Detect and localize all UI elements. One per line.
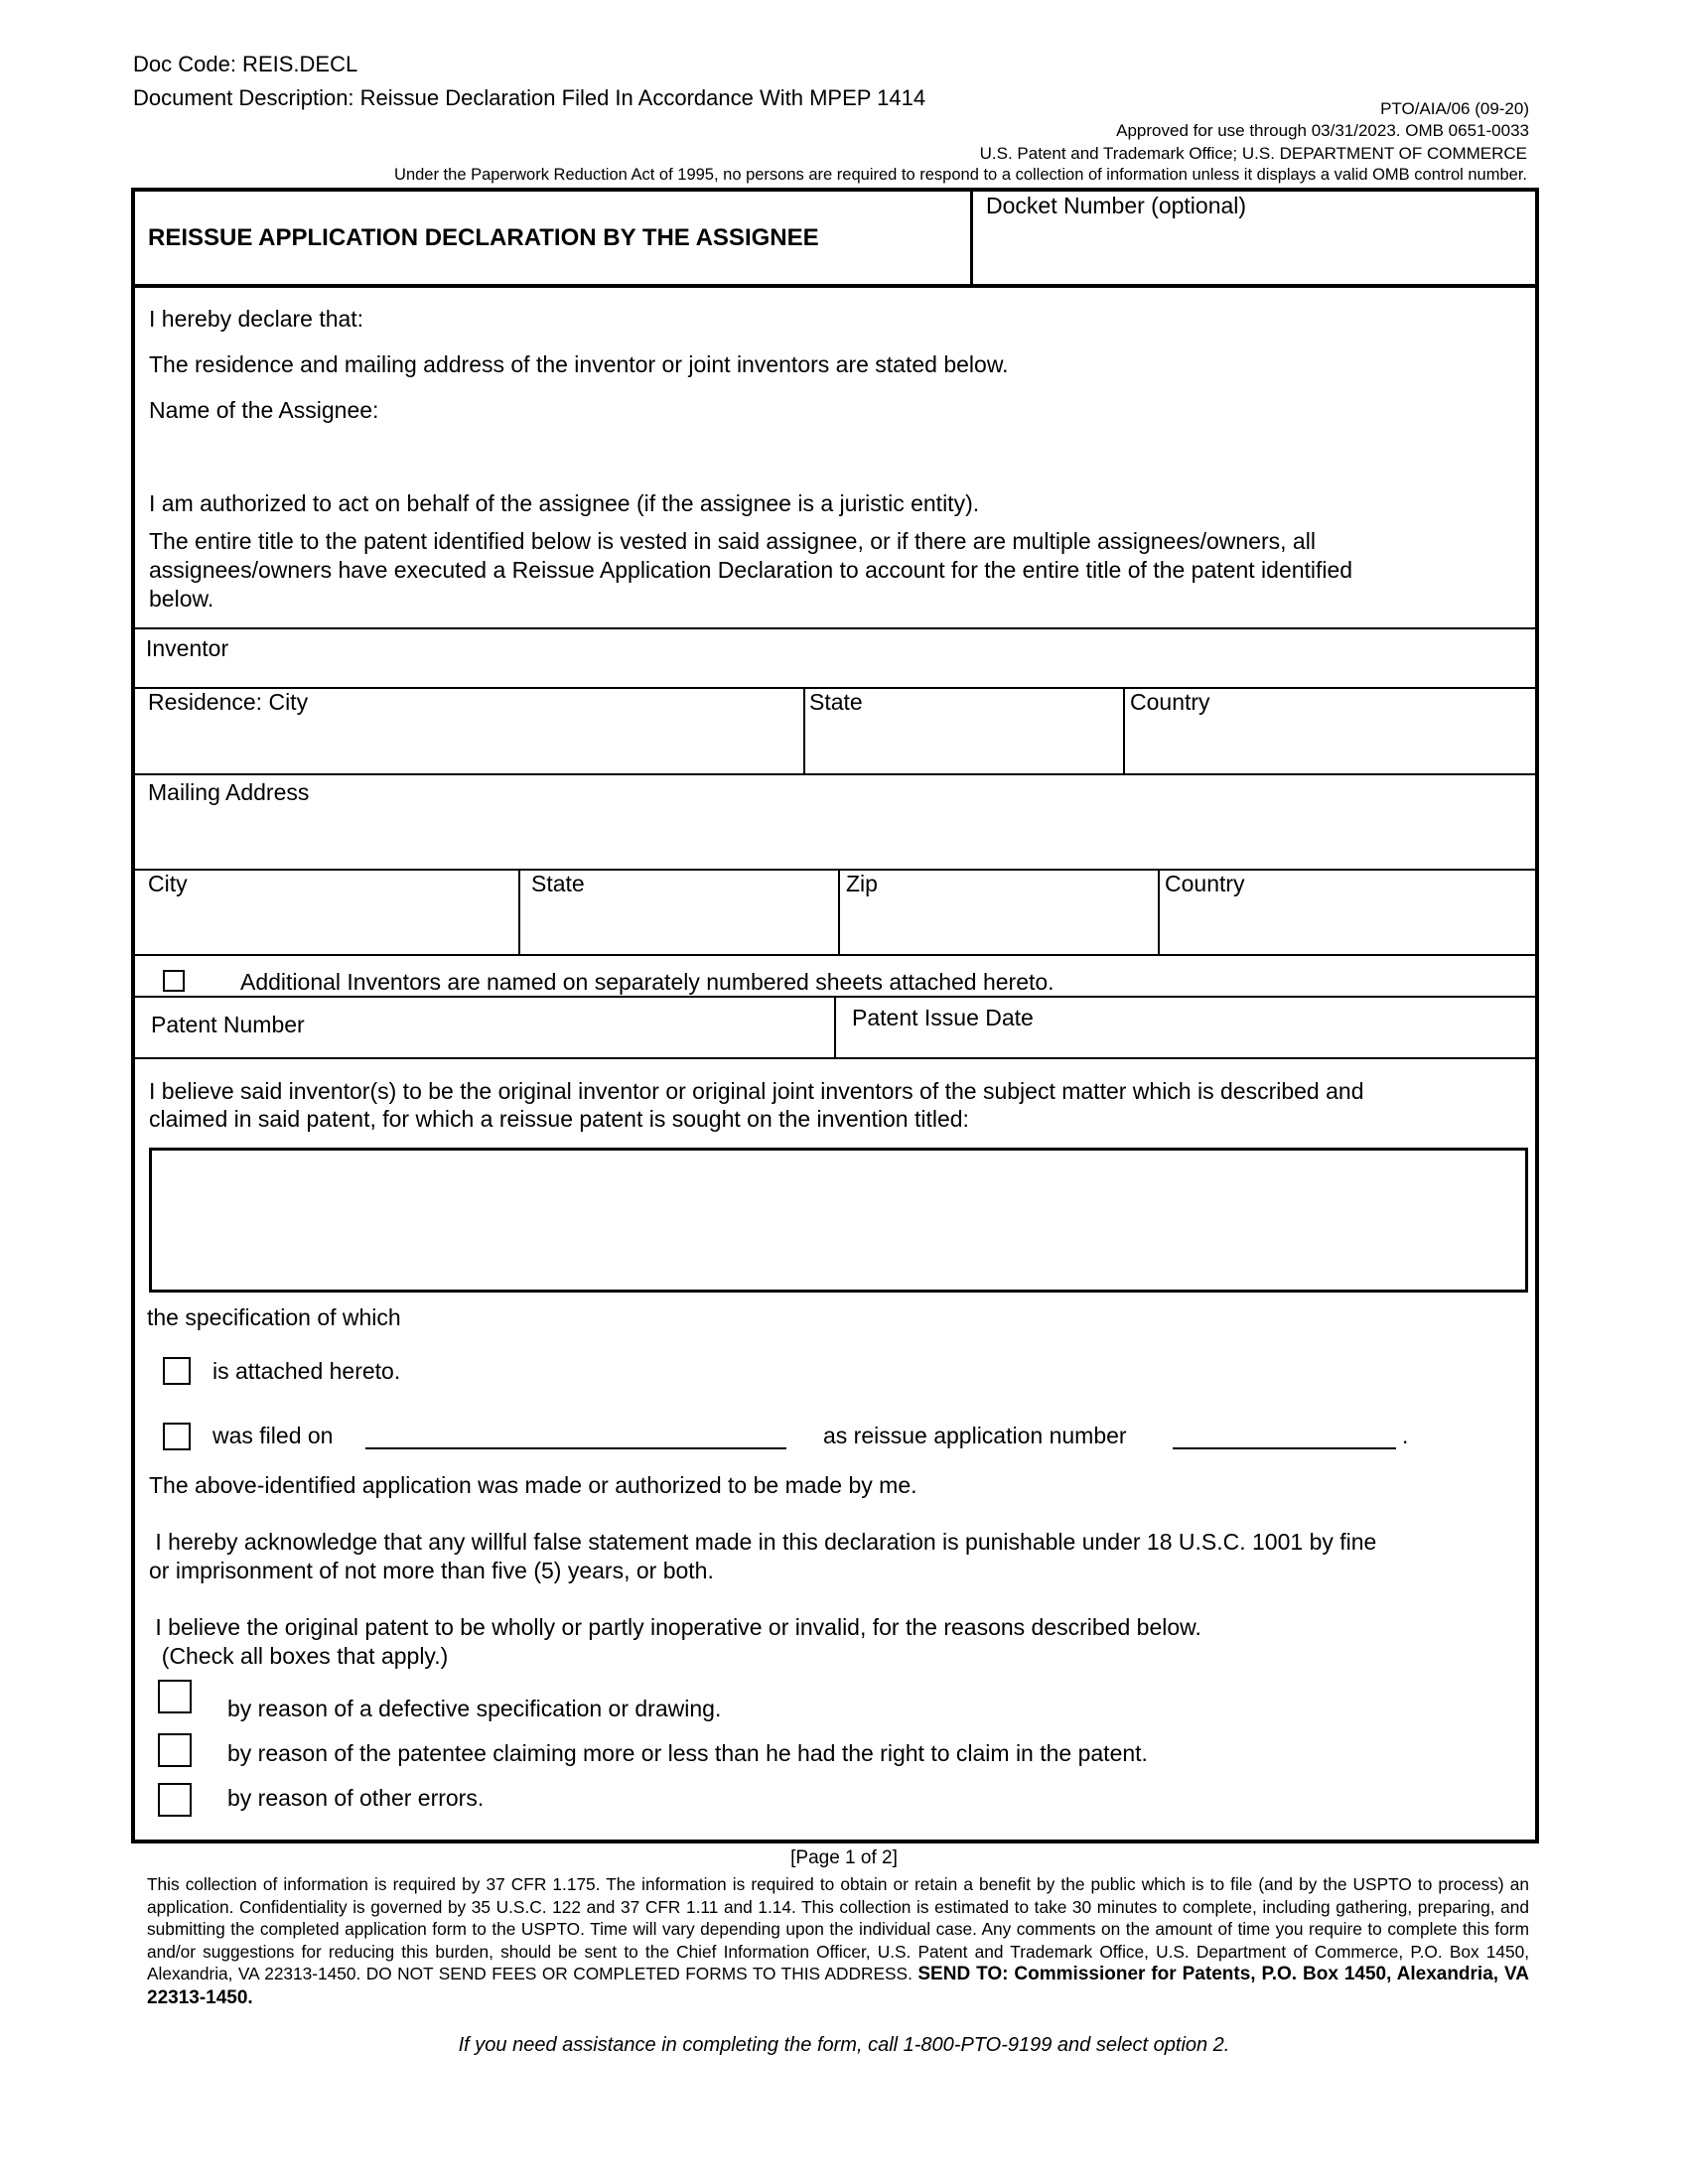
agency-text: U.S. Patent and Trademark Office; U.S. DEPARTMENT OF COMMERCE	[979, 144, 1527, 163]
city-label: City	[148, 871, 188, 896]
believe-inventors-text: I believe said inventor(s) to be the original inventor or original joint inventors of the subject matter which is described and	[149, 1078, 1364, 1104]
reason-text: by reason of other errors.	[227, 1785, 485, 1811]
assignee-label: Name of the Assignee:	[149, 397, 379, 423]
burden-text: This collection of information is required by 37 CFR 1.175. The information is required to obtain or retain a benefit by the public which is to file (and by the USPTO to process) an application. Confidentiality is governed by 35 U.S.C. 122 and 37 CFR 1.11 and 1.14. This collection is estimated to take 30 minutes to complete, including gathering, preparing, and submitting the completed application form to the USPTO. Time will vary depending upon the individual case. Any comments on the amount of time you require to complete this form and/or suggestions for reducing this burden, should be sent to the Chief Information Officer, U.S. Patent and Trademark Office, U.S. Department of Commerce, P.O. Box 1450, Alexandria, VA 22313-1450. DO NOT SEND FEES OR COMPLETED FORMS TO THIS ADDRESS.	[147, 1874, 1529, 1984]
mailing-address-label: Mailing Address	[148, 779, 310, 805]
period: .	[1402, 1423, 1409, 1448]
patent-number-label: Patent Number	[151, 1012, 305, 1037]
believe-original-text: (Check all boxes that apply.)	[149, 1643, 449, 1669]
docket-label: Docket Number (optional)	[986, 193, 1247, 218]
claiming-more-or-less-checkbox[interactable]	[158, 1733, 192, 1767]
invention-title-field[interactable]	[149, 1148, 1528, 1293]
inventor-label: Inventor	[146, 635, 229, 661]
residence-state-field[interactable]	[809, 719, 1117, 768]
doc-code: Doc Code: REIS.DECL	[133, 52, 358, 76]
paperwork-notice: Under the Paperwork Reduction Act of 1995, no persons are required to respond to a collection of information unless it displays a valid OMB control number.	[394, 166, 1527, 184]
docket-number-field[interactable]	[975, 222, 1531, 280]
defective-spec-checkbox[interactable]	[158, 1680, 192, 1713]
residence-city-field[interactable]	[139, 719, 794, 768]
form-title: REISSUE APPLICATION DECLARATION BY THE ASSIGNEE	[148, 224, 819, 251]
doc-description: Document Description: Reissue Declaration Filed In Accordance With MPEP 1414	[133, 85, 926, 110]
patent-number-field[interactable]	[328, 1003, 824, 1052]
as-reissue-text: as reissue application number	[823, 1423, 1127, 1448]
send-to-text: SEND TO: Commissioner for Patents, P.O. Box 1450, Alexandria, VA 22313-1450.	[147, 1964, 1529, 2008]
patent-issue-date-label: Patent Issue Date	[852, 1005, 1034, 1030]
reason-text: by reason of the patentee claiming more or less than he had the right to claim in the patent.	[227, 1740, 1148, 1766]
patent-issue-date-field[interactable]	[1072, 1003, 1529, 1052]
believe-original-text: I believe the original patent to be wholly or partly inoperative or invalid, for the reasons described below.	[149, 1614, 1201, 1640]
residence-state-label: State	[809, 689, 863, 715]
acknowledge-text: or imprisonment of not more than five (5) years, or both.	[149, 1558, 714, 1583]
entire-title-text: below.	[149, 586, 214, 612]
residence-country-field[interactable]	[1130, 719, 1527, 768]
country-field[interactable]	[1165, 898, 1527, 948]
filed-on-checkbox[interactable]	[163, 1423, 191, 1450]
other-errors-checkbox[interactable]	[158, 1783, 192, 1817]
zip-label: Zip	[846, 871, 878, 896]
acknowledge-text: I hereby acknowledge that any willful false statement made in this declaration is punishable under 18 U.S.C. 1001 by fine	[149, 1529, 1377, 1555]
attached-text: is attached hereto.	[212, 1358, 401, 1384]
city-field[interactable]	[139, 898, 511, 948]
mailing-address-field[interactable]	[139, 809, 1529, 864]
page-number: [Page 1 of 2]	[790, 1847, 898, 1868]
residence-city-label: Residence: City	[148, 689, 309, 715]
state-field[interactable]	[526, 898, 832, 948]
entire-title-text: assignees/owners have executed a Reissue Application Declaration to account for the entire title of the patent identified	[149, 557, 1353, 583]
state-label: State	[531, 871, 585, 896]
country-label: Country	[1165, 871, 1245, 896]
additional-inventors-text: Additional Inventors are named on separately numbered sheets attached hereto.	[240, 969, 1055, 995]
reason-text: by reason of a defective specification or drawing.	[227, 1696, 722, 1721]
filed-on-date-field[interactable]	[365, 1447, 786, 1449]
believe-inventors-text: claimed in said patent, for which a reissue patent is sought on the invention titled:	[149, 1106, 969, 1132]
residence-statement: The residence and mailing address of the inventor or joint inventors are stated below.	[149, 351, 1009, 377]
assignee-name-field[interactable]	[149, 427, 1519, 488]
spec-of-which-text: the specification of which	[147, 1304, 401, 1330]
residence-country-label: Country	[1130, 689, 1210, 715]
burden-statement	[147, 1873, 1529, 2010]
approval-text: Approved for use through 03/31/2023. OMB 0651-0033	[1116, 121, 1529, 140]
assistance-text: If you need assistance in completing the form, call 1-800-PTO-9199 and select option 2.	[458, 2034, 1230, 2056]
inventor-field[interactable]	[258, 633, 1529, 683]
authorized-text: I am authorized to act on behalf of the assignee (if the assignee is a juristic entity).	[149, 490, 980, 516]
declare-text: I hereby declare that:	[149, 306, 364, 332]
form-number: PTO/AIA/06 (09-20)	[1380, 99, 1529, 118]
filed-on-text: was filed on	[212, 1423, 334, 1448]
reissue-application-number-field[interactable]	[1173, 1447, 1396, 1449]
made-by-me-text: The above-identified application was made or authorized to be made by me.	[149, 1472, 917, 1498]
zip-field[interactable]	[846, 898, 1152, 948]
entire-title-text: The entire title to the patent identified below is vested in said assignee, or if there are multiple assignees/owners, all	[149, 528, 1316, 554]
additional-inventors-checkbox[interactable]	[163, 970, 185, 992]
attached-checkbox[interactable]	[163, 1357, 191, 1385]
